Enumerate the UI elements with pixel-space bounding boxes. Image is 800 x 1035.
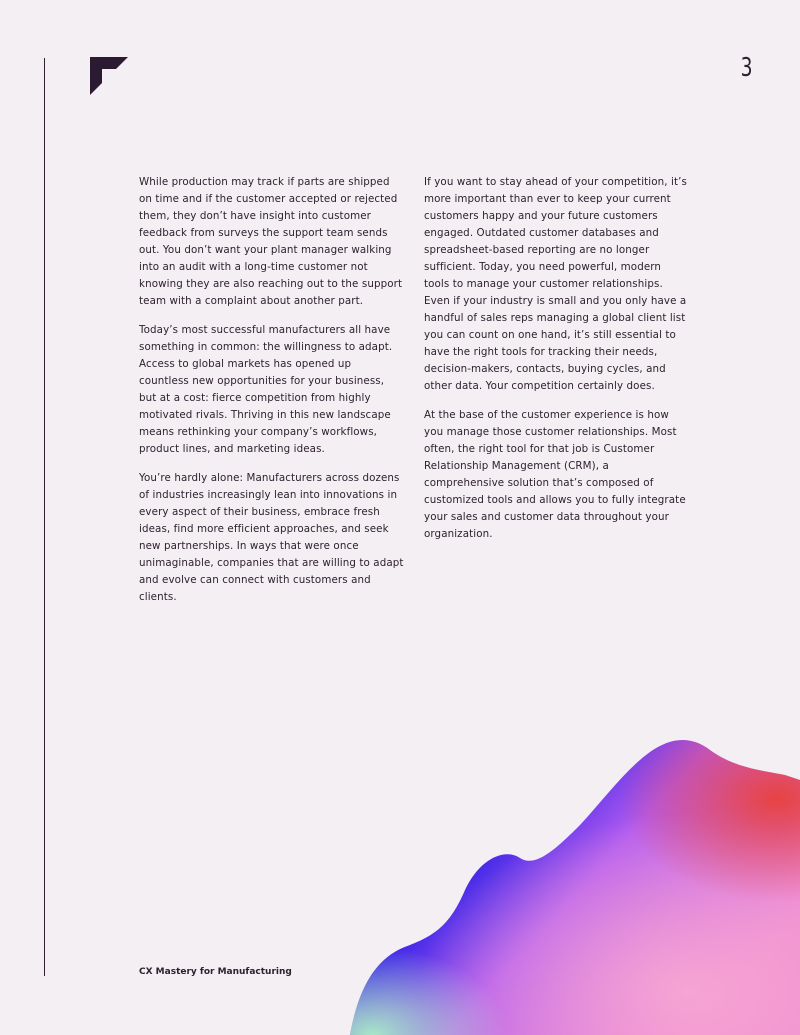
paragraph: Today’s most successful manufacturers all have something in common: the willingness to adapt. Access to global markets has opened up countless new opportunities for your business, but at a cost: fierce competition from highly motivated rivals. Thriving in this new landscape means rethinking your company’s workflows, product lines, and marketing ideas. [139,324,393,455]
decorative-gradient-blob [340,730,800,1035]
right-text-column [424,174,689,555]
left-text-column [139,174,404,618]
page-number: 3 [741,53,753,83]
paragraph: If you want to stay ahead of your competition, it’s more important than ever to keep your current customers happy and your future customers engaged. Outdated customer databases and spreadsheet-based reporting are no longer sufficient. Today, you need powerful, modern tools to manage your customer relationships. Even if your industry is small and you only have a handful of sales reps managing a global client list you can count on one hand, it’s still essential to have the right tools for tracking their needs, decision-makers, contacts, buying cycles, and other data. Your competition certainly does. [424,176,687,392]
paragraph: At the base of the customer experience is how you manage those customer relationships. Most often, the right tool for that job is Customer Relationship Management (CRM), a comprehensive solution that’s composed of customized tools and allows you to fully integrate your sales and customer data throughout your organization. [424,409,686,540]
footer-title: CX Mastery for Manufacturing [139,967,292,977]
margin-rule [44,58,45,976]
paragraph: While production may track if parts are shipped on time and if the customer accepted or rejected them, they don’t have insight into customer feedback from surveys the support team sends out. You don’t want your plant manager walking into an audit with a long-time customer not knowing they are also reaching out to the support team with a complaint about another part. [139,176,403,307]
brand-logo-icon [90,57,128,95]
paragraph: You’re hardly alone: Manufacturers across dozens of industries increasingly lean into innovations in every aspect of their business, embrace fresh ideas, find more efficient approaches, and seek new partnerships. In ways that were once unimaginable, companies that are willing to adapt and evolve can connect with customers and clients. [139,472,404,603]
